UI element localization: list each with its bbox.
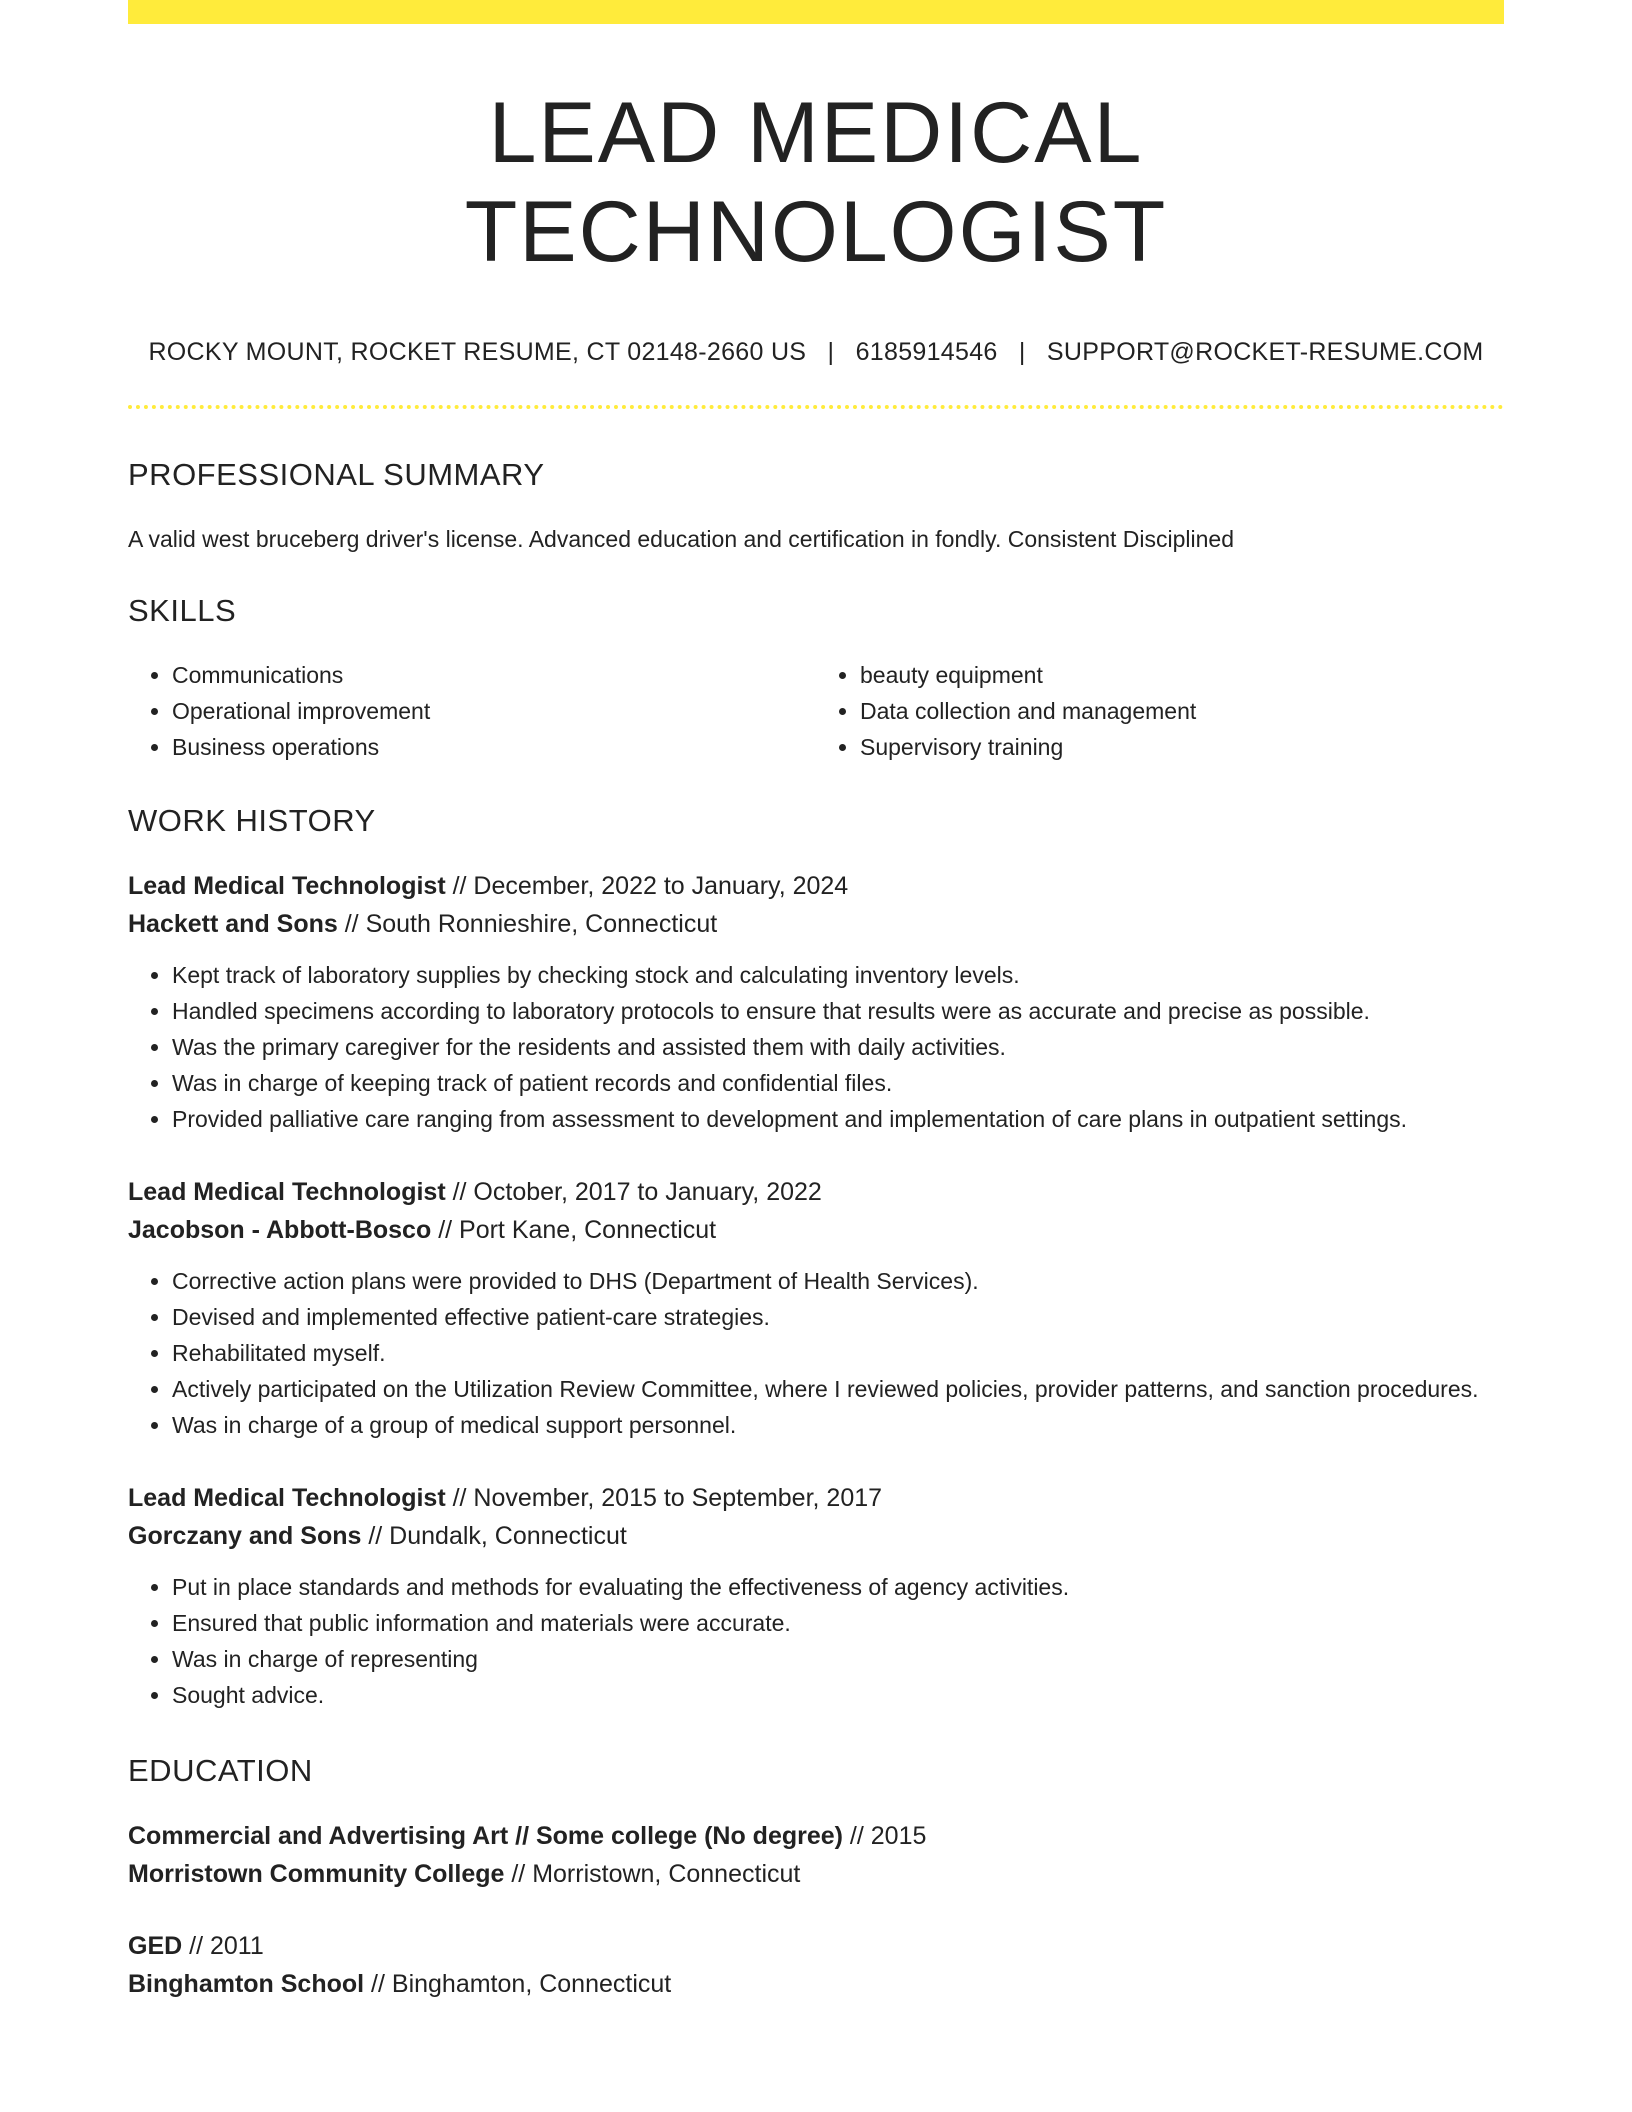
skill-item: • Data collection and management bbox=[860, 693, 1504, 729]
job-bullet: • Put in place standards and methods for evaluating the effectiveness of agency activities. bbox=[172, 1569, 1504, 1605]
resume-name-title: LEAD MEDICAL TECHNOLOGIST bbox=[464, 85, 1168, 280]
education-heading: EDUCATION bbox=[128, 1752, 313, 1788]
education-entry bbox=[128, 1817, 1504, 1893]
education-year: // 2011 bbox=[182, 1931, 264, 1960]
job-bullet: • Provided palliative care ranging from assessment to development and implementation of care plans in outpatient settings. bbox=[172, 1101, 1504, 1137]
job-entry bbox=[128, 1173, 1504, 1443]
job-bullet: • Handled specimens according to laboratory protocols to ensure that results were as accurate and precise as possible. bbox=[172, 993, 1504, 1029]
job-company: Hackett and Sons bbox=[128, 909, 338, 938]
job-bullet: • Was the primary caregiver for the residents and assisted them with daily activities. bbox=[172, 1029, 1504, 1065]
skill-item: • Supervisory training bbox=[860, 729, 1504, 765]
job-bullet: • Rehabilitated myself. bbox=[172, 1335, 1504, 1371]
skill-item: • Business operations bbox=[172, 729, 816, 765]
job-bullet: • Corrective action plans were provided to DHS (Department of Health Services). bbox=[172, 1263, 1504, 1299]
job-bullet: • Was in charge of keeping track of patient records and confidential files. bbox=[172, 1065, 1504, 1101]
education-school: Morristown Community College bbox=[128, 1859, 505, 1888]
skill-item: • Communications bbox=[172, 657, 816, 693]
job-entry bbox=[128, 1479, 1504, 1713]
resume-page bbox=[128, 0, 1504, 2003]
job-bullets bbox=[128, 1263, 1504, 1443]
skills-column-left bbox=[128, 657, 816, 765]
summary-text: A valid west bruceberg driver's license. Advanced education and certification in fondly. Consistent Disciplined bbox=[128, 525, 1235, 552]
job-location: // Port Kane, Connecticut bbox=[431, 1215, 717, 1244]
education-location: // Morristown, Connecticut bbox=[504, 1859, 801, 1888]
summary-heading: PROFESSIONAL SUMMARY bbox=[128, 456, 545, 492]
job-title: Lead Medical Technologist bbox=[128, 1177, 446, 1206]
skills-column-right bbox=[816, 657, 1504, 765]
education-degree-line bbox=[128, 1927, 1504, 1965]
skills-grid bbox=[128, 657, 1504, 765]
contact-address: ROCKY MOUNT, ROCKET RESUME, CT 02148-2660 US bbox=[148, 337, 807, 366]
job-entry bbox=[128, 867, 1504, 1137]
contact-phone: 6185914546 bbox=[855, 337, 998, 366]
job-bullet: • Was in charge of representing bbox=[172, 1641, 1504, 1677]
job-title: Lead Medical Technologist bbox=[128, 1483, 446, 1512]
skill-item: • Operational improvement bbox=[172, 693, 816, 729]
job-bullet: • Sought advice. bbox=[172, 1677, 1504, 1713]
work-history-heading: WORK HISTORY bbox=[128, 802, 376, 838]
job-title: Lead Medical Technologist bbox=[128, 871, 446, 900]
job-dates: // December, 2022 to January, 2024 bbox=[445, 871, 849, 900]
education-school-line bbox=[128, 1855, 1504, 1893]
job-location: // Dundalk, Connecticut bbox=[361, 1521, 627, 1550]
education-school-line bbox=[128, 1965, 1504, 2003]
job-company-line bbox=[128, 905, 1504, 943]
top-accent-bar bbox=[128, 0, 1504, 24]
education-year: // 2015 bbox=[842, 1821, 927, 1850]
job-company: Gorczany and Sons bbox=[128, 1521, 362, 1550]
job-company-line bbox=[128, 1517, 1504, 1555]
job-title-line bbox=[128, 1173, 1504, 1211]
job-bullets bbox=[128, 1569, 1504, 1713]
job-bullet: • Was in charge of a group of medical support personnel. bbox=[172, 1407, 1504, 1443]
job-location: // South Ronnieshire, Connecticut bbox=[337, 909, 718, 938]
education-degree: Commercial and Advertising Art // Some college (No degree) bbox=[128, 1821, 843, 1850]
dotted-divider bbox=[128, 405, 1504, 409]
job-title-line bbox=[128, 1479, 1504, 1517]
education-degree-line bbox=[128, 1817, 1504, 1855]
contact-separator: | bbox=[827, 337, 835, 366]
job-dates: // November, 2015 to September, 2017 bbox=[445, 1483, 883, 1512]
job-bullets bbox=[128, 957, 1504, 1137]
job-company-line bbox=[128, 1211, 1504, 1249]
skill-item: • beauty equipment bbox=[860, 657, 1504, 693]
contact-separator: | bbox=[1018, 337, 1026, 366]
job-bullet: • Ensured that public information and materials were accurate. bbox=[172, 1605, 1504, 1641]
job-company: Jacobson - Abbott-Bosco bbox=[128, 1215, 432, 1244]
education-school: Binghamton School bbox=[128, 1969, 365, 1998]
skills-heading: SKILLS bbox=[128, 592, 237, 628]
education-location: // Binghamton, Connecticut bbox=[364, 1969, 672, 1998]
education-entry bbox=[128, 1927, 1504, 2003]
education-degree: GED bbox=[128, 1931, 183, 1960]
contact-email: SUPPORT@ROCKET-RESUME.COM bbox=[1046, 337, 1484, 366]
job-bullet: • Kept track of laboratory supplies by checking stock and calculating inventory levels. bbox=[172, 957, 1504, 993]
job-title-line bbox=[128, 867, 1504, 905]
job-bullet: • Devised and implemented effective patient-care strategies. bbox=[172, 1299, 1504, 1335]
job-dates: // October, 2017 to January, 2022 bbox=[445, 1177, 822, 1206]
job-bullet: • Actively participated on the Utilization Review Committee, where I reviewed policies, provider patterns, and sanction procedures. bbox=[172, 1371, 1504, 1407]
contact-line bbox=[128, 338, 1504, 367]
